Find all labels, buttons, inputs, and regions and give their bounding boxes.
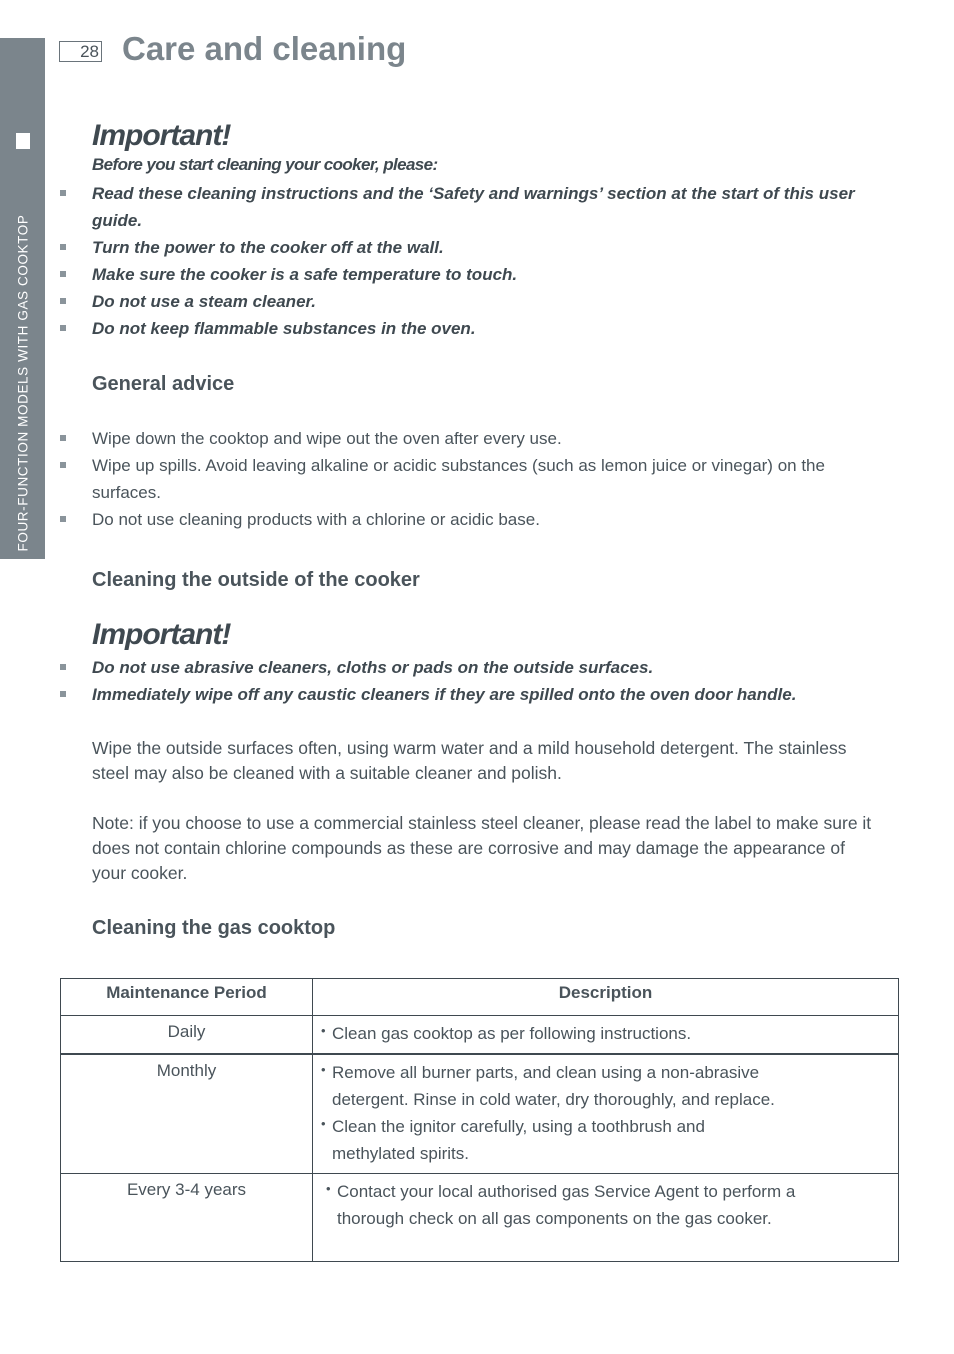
- description-cell: [313, 1174, 899, 1262]
- maintenance-table: [60, 978, 899, 1262]
- important-list-2: [0, 654, 882, 708]
- general-advice-list: [0, 425, 882, 533]
- outside-heading: Cleaning the outside of the cooker: [92, 569, 420, 591]
- gas-cooktop-heading: Cleaning the gas cooktop: [92, 917, 336, 939]
- side-tab-marker: [16, 133, 30, 149]
- table-row: [61, 1016, 899, 1055]
- column-header-description: Description: [313, 979, 899, 1016]
- table-header-row: [61, 979, 899, 1016]
- list-item: Do not use abrasive cleaners, cloths or pads on the outside surfaces.: [0, 654, 882, 681]
- description-item: • Clean the ignitor carefully, using a toothbrush and methylated spirits.: [321, 1113, 752, 1167]
- page-title: Care and cleaning: [122, 30, 407, 67]
- outside-paragraph: Wipe the outside surfaces often, using warm water and a mild household detergent. The stainless steel may also be cleaned with a suitable cleaner and polish.: [92, 738, 847, 783]
- important-list-1: [0, 180, 882, 342]
- description-item: • Remove all burner parts, and clean using a non-abrasive detergent. Rinse in cold water, dry thoroughly, and replace.: [321, 1059, 821, 1113]
- important-intro: Before you start cleaning your cooker, please:: [92, 155, 438, 174]
- important-title-1: Important!: [92, 119, 231, 152]
- general-advice-heading: General advice: [92, 373, 235, 395]
- list-item: Make sure the cooker is a safe temperature to touch.: [0, 261, 882, 288]
- list-item: Wipe up spills. Avoid leaving alkaline or acidic substances (such as lemon juice or vinegar) on the surfaces.: [0, 452, 882, 506]
- description-cell: [313, 1054, 899, 1174]
- list-item: Immediately wipe off any caustic cleaners if they are spilled onto the oven door handle.: [0, 681, 882, 708]
- list-item: Do not use a steam cleaner.: [0, 288, 882, 315]
- list-item: Turn the power to the cooker off at the wall.: [0, 234, 882, 261]
- important-title-2: Important!: [92, 618, 231, 651]
- column-header-period: Maintenance Period: [61, 979, 313, 1016]
- stainless-note: Note: if you choose to use a commercial stainless steel cleaner, please read the label to make sure it does not contain chlorine compounds as these are corrosive and may damage the appearance of your cooker.: [92, 813, 872, 883]
- description-item: • Contact your local authorised gas Service Agent to perform a thorough check on all gas components on the gas cooker.: [326, 1178, 836, 1232]
- period-cell: Every 3-4 years: [61, 1174, 313, 1262]
- side-tab-label: FOUR-FUNCTION MODELS WITH GAS COOKTOP: [15, 214, 31, 552]
- description-item: • Clean gas cooktop as per following instructions.: [321, 1020, 890, 1047]
- page-number: 28: [59, 41, 102, 62]
- table-row: [61, 1174, 899, 1262]
- list-item: Do not keep flammable substances in the oven.: [0, 315, 882, 342]
- list-item: Wipe down the cooktop and wipe out the oven after every use.: [0, 425, 882, 452]
- period-cell: Daily: [61, 1016, 313, 1055]
- period-cell: Monthly: [61, 1054, 313, 1174]
- list-item: Read these cleaning instructions and the ‘Safety and warnings’ section at the start of this user guide.: [0, 180, 882, 234]
- description-cell: [313, 1016, 899, 1055]
- table-row: [61, 1054, 899, 1174]
- list-item: Do not use cleaning products with a chlorine or acidic base.: [0, 506, 882, 533]
